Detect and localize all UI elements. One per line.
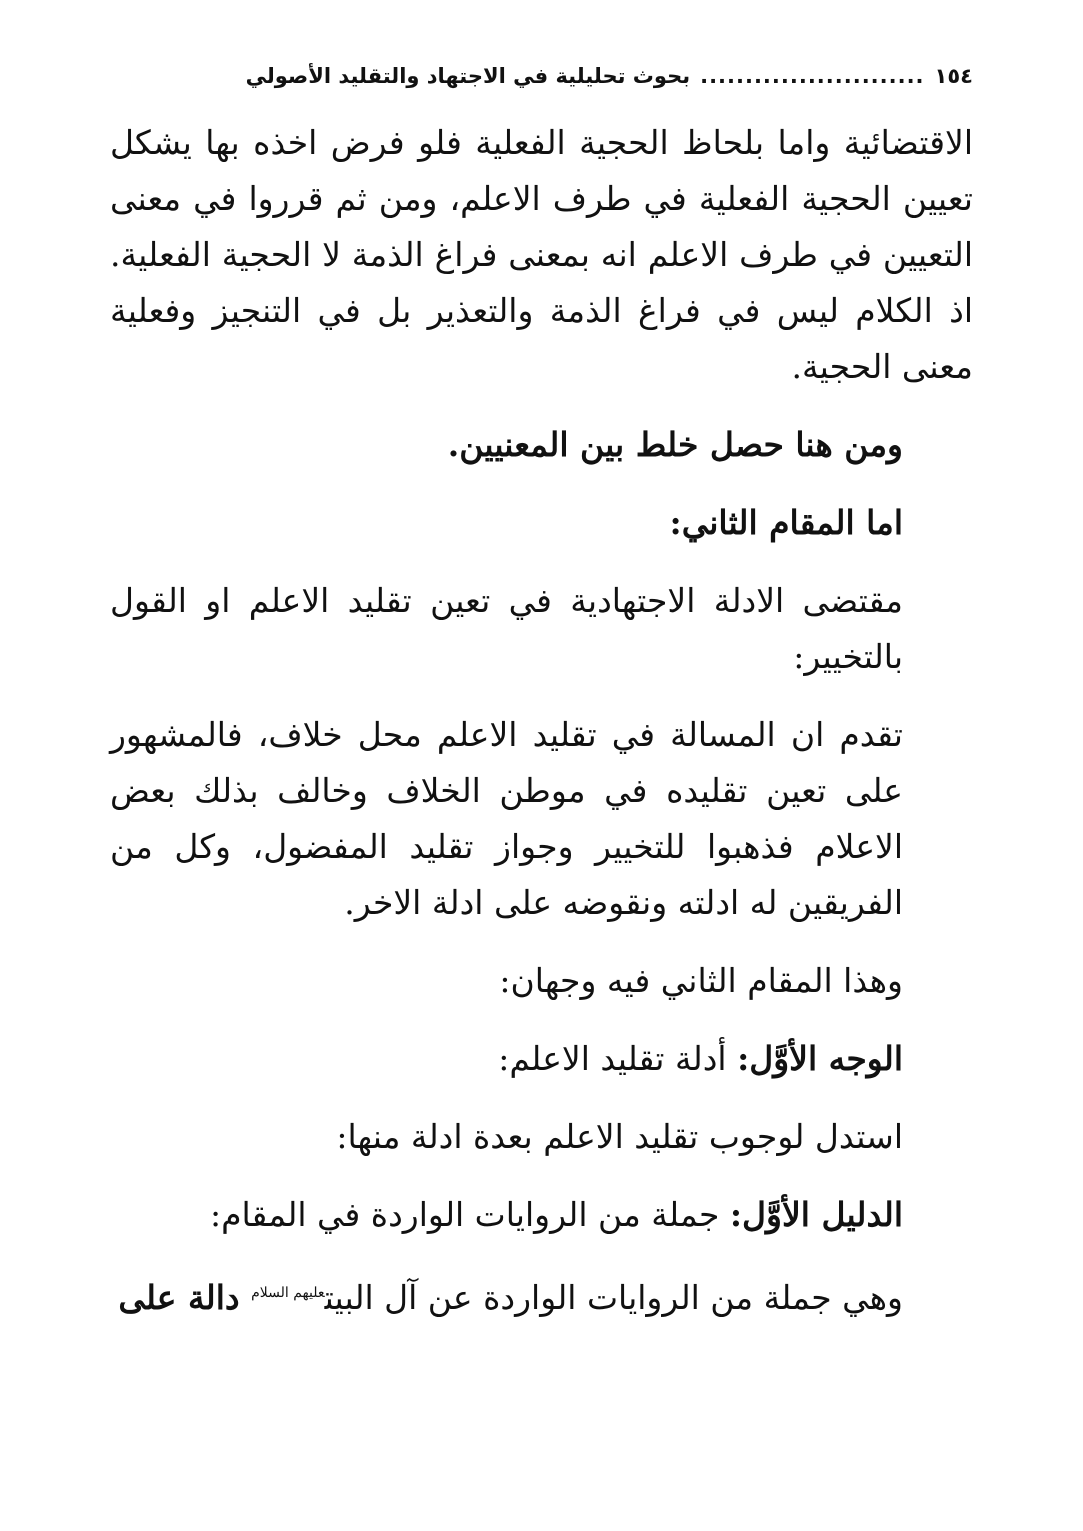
paragraph-continuation: الاقتضائية واما بلحاظ الحجية الفعلية فلو فرض اخذه بها يشكل تعيين الحجية الفعلية في طرف الاعلم، ومن ثم قرروا في معنى التعيين في طرف الاعلم انه بمعنى فراغ الذمة لا الحجية الفعلية. اذ الكلام ليس في فراغ الذمة والتعذير بل في التنجيز وفعلية معنى الحجية.	[110, 123, 973, 386]
paragraph-two-aspects: وهذا المقام الثاني فيه وجهان:	[499, 961, 903, 1000]
paragraph-evidence-intro: استدل لوجوب تقليد الاعلم بعدة ادلة منها:	[336, 1117, 903, 1156]
first-evidence-label: الدليل الأوَّل:	[729, 1195, 903, 1234]
narrations-end: دالة على	[118, 1278, 252, 1317]
page-number: ١٥٤	[934, 64, 973, 88]
section-heading-second-station: اما المقام الثاني:	[669, 503, 903, 542]
first-aspect-label: الوجه الأوَّل:	[737, 1039, 903, 1078]
first-evidence-text: جملة من الروايات الواردة في المقام:	[209, 1195, 730, 1234]
heading-first-aspect	[110, 1031, 973, 1087]
paragraph-disagreement: تقدم ان المسالة في تقليد الاعلم محل خلاف، فالمشهور على تعين تقليده في موطن الخلاف وخالف بذلك بعض الاعلام فذهبوا للتخيير وجواز تقليد المفضول، وكل من الفريقين له ادلته ونقوضه على ادلة الاخر.	[110, 715, 903, 922]
running-header	[110, 56, 973, 96]
honorific-mark: عليهم السلام	[251, 1285, 325, 1301]
section-subheading: مقتضى الادلة الاجتهادية في تعين تقليد الاعلم او القول بالتخيير:	[110, 581, 903, 676]
paragraph-conclusion: ومن هنا حصل خلط بين المعنيين.	[447, 425, 903, 464]
page-body	[110, 115, 973, 1326]
heading-first-evidence	[110, 1187, 973, 1243]
first-aspect-text: أدلة تقليد الاعلم:	[498, 1039, 738, 1078]
paragraph-narrations	[110, 1265, 973, 1326]
dot-leader: .........................	[700, 64, 925, 88]
narrations-text: وهي جملة من الروايات الواردة عن آل البيت	[324, 1278, 903, 1317]
book-title: بحوث تحليلية في الاجتهاد والتقليد الأصولي	[245, 64, 691, 88]
